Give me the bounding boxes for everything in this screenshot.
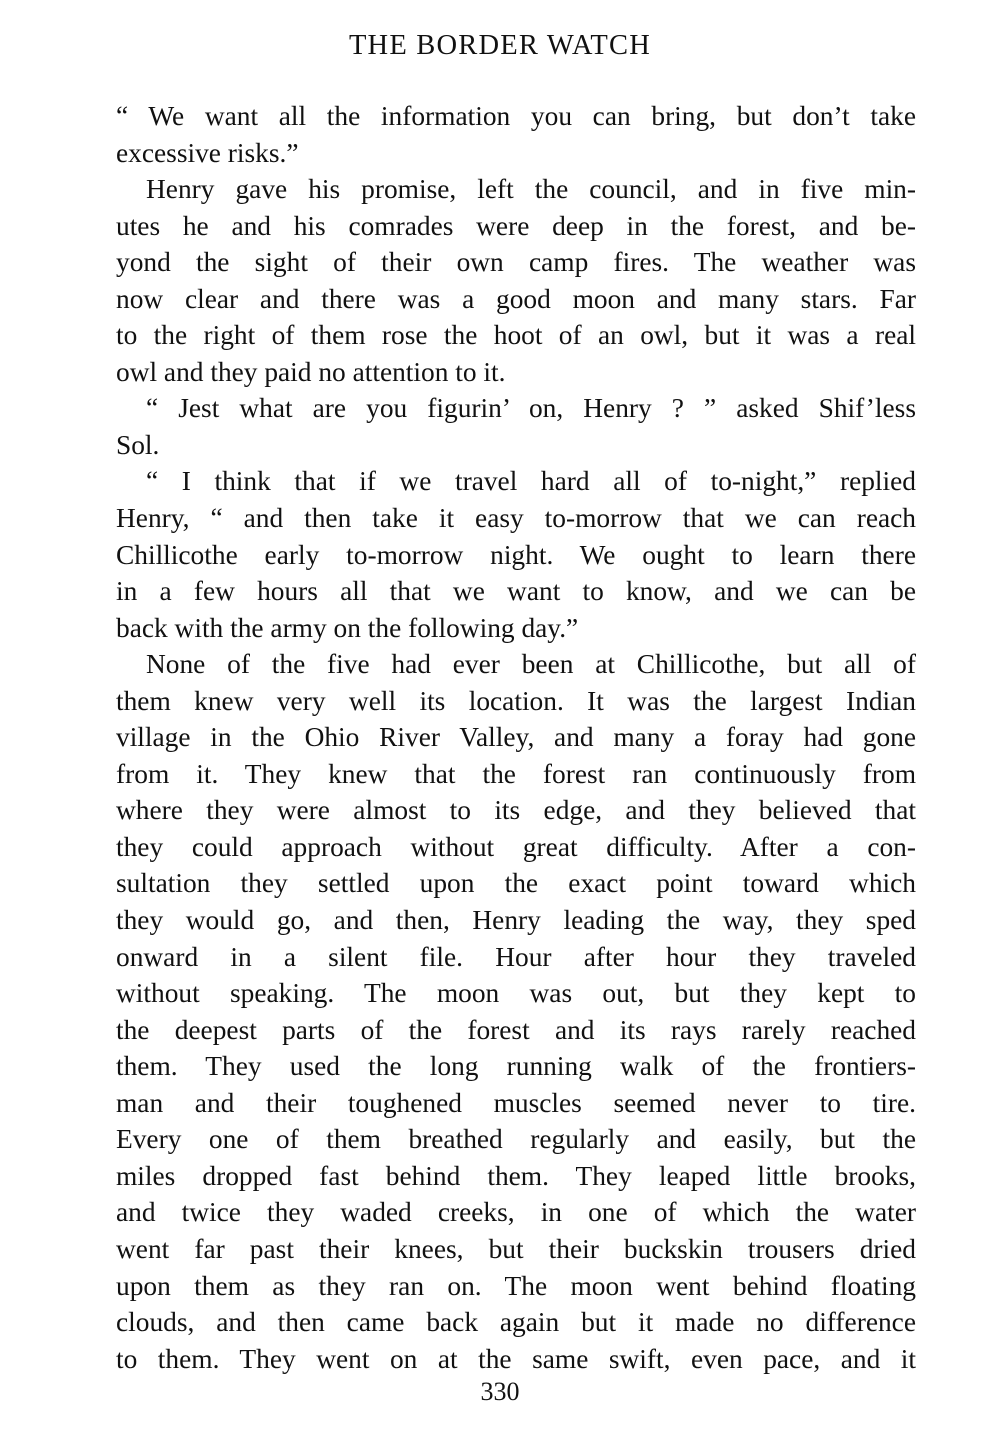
- text-line: without speaking. The moon was out, but they kept to: [116, 978, 916, 1009]
- text-line: they could approach without great difficulty. After a con-: [116, 831, 916, 862]
- text-line: now clear and there was a good moon and many stars. Far: [116, 283, 916, 314]
- text-line: went far past their knees, but their buckskin trousers dried: [116, 1233, 916, 1264]
- text-line: “ I think that if we travel hard all of to-night,” replied: [146, 466, 916, 497]
- text-line: miles dropped fast behind them. They leaped little brooks,: [116, 1160, 916, 1191]
- text-line: them knew very well its location. It was the largest Indian: [116, 685, 916, 716]
- text-line: onward in a silent file. Hour after hour they traveled: [116, 941, 916, 972]
- text-line: to the right of them rose the hoot of an owl, but it was a real: [116, 320, 916, 351]
- text-line: where they were almost to its edge, and they believed that: [116, 795, 916, 826]
- text-line: yond the sight of their own camp fires. The weather was: [116, 247, 916, 278]
- text-line: them. They used the long running walk of the frontiers-: [116, 1051, 916, 1082]
- text-line: man and their toughened muscles seemed never to tire.: [116, 1087, 916, 1118]
- text-line: back with the army on the following day.”: [116, 612, 579, 643]
- text-line: Henry gave his promise, left the council, and in five min-: [146, 174, 916, 205]
- text-line: excessive risks.”: [116, 137, 299, 168]
- text-line: the deepest parts of the forest and its rays rarely reached: [116, 1014, 916, 1045]
- text-line: “ We want all the information you can bring, but don’t take: [116, 101, 916, 131]
- running-head: THE BORDER WATCH: [348, 30, 652, 61]
- page-number: 330: [480, 1377, 520, 1406]
- text-line: sultation they settled upon the exact point toward which: [116, 868, 916, 899]
- text-line: they would go, and then, Henry leading the way, they sped: [116, 905, 916, 936]
- text-line: village in the Ohio River Valley, and many a foray had gone: [116, 722, 916, 753]
- text-line: “ Jest what are you figurin’ on, Henry ? ” asked Shif’less: [146, 393, 916, 424]
- text-line: in a few hours all that we want to know, and we can be: [116, 576, 916, 607]
- text-line: from it. They knew that the forest ran continuously from: [116, 758, 916, 789]
- text-line: Sol.: [116, 429, 160, 460]
- text-line: Every one of them breathed regularly and easily, but the: [116, 1124, 916, 1155]
- body-text: [116, 98, 916, 1377]
- text-line: None of the five had ever been at Chillicothe, but all of: [146, 649, 916, 680]
- text-line: clouds, and then came back again but it made no difference: [116, 1307, 916, 1338]
- text-line: and twice they waded creeks, in one of which the water: [116, 1197, 916, 1228]
- text-line: owl and they paid no attention to it.: [116, 356, 506, 387]
- text-line: to them. They went on at the same swift, even pace, and it: [116, 1343, 916, 1374]
- text-line: upon them as they ran on. The moon went behind floating: [116, 1270, 916, 1301]
- text-line: Henry, “ and then take it easy to-morrow that we can reach: [116, 503, 916, 534]
- text-line: utes he and his comrades were deep in the forest, and be-: [116, 210, 916, 241]
- text-line: Chillicothe early to-morrow night. We ought to learn there: [116, 539, 916, 570]
